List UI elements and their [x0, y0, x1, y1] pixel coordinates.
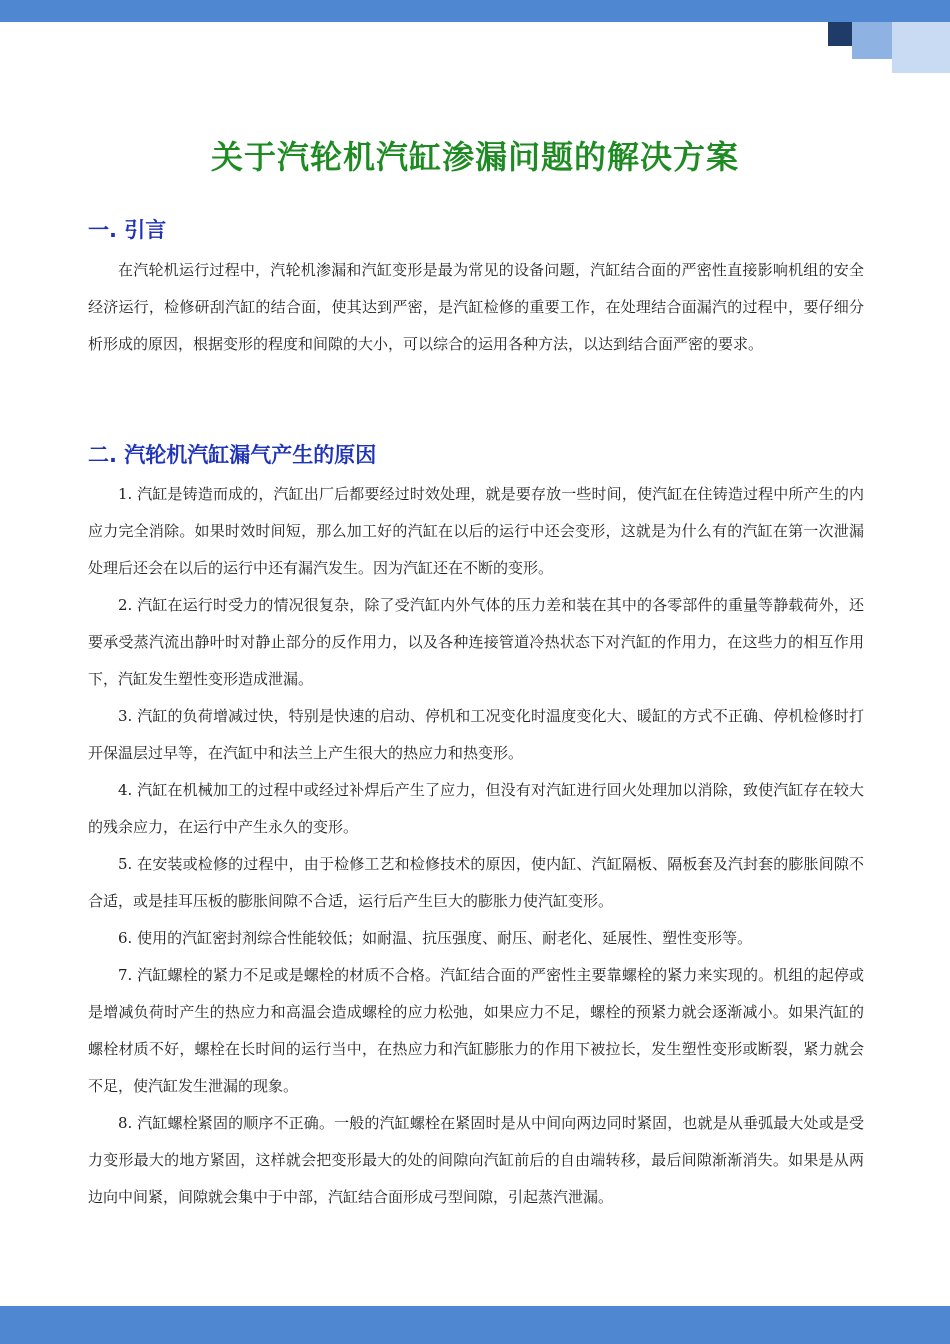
cause-paragraph-2: 2. 汽缸在运行时受力的情况很复杂，除了受汽缸内外气体的压力差和装在其中的各零部件的重量等静载荷外，还要承受蒸汽流出静叶时对静止部分的反作用力，以及各种连接管道冷热状态下对汽缸的作用力，在这些力的相互作用下，汽缸发生塑性变形造成泄漏。 [88, 596, 864, 688]
page-title: 关于汽轮机汽缸渗漏问题的解决方案 [210, 138, 739, 176]
causes-list [88, 476, 864, 1216]
section-heading-intro: 一. 引言 [88, 218, 167, 242]
cause-paragraph-5: 5. 在安装或检修的过程中，由于检修工艺和检修技术的原因，使内缸、汽缸隔板、隔板套及汽封套的膨胀间隙不合适，或是挂耳压板的膨胀间隙不合适，运行后产生巨大的膨胀力使汽缸变形。 [88, 855, 864, 910]
cause-paragraph-6: 6. 使用的汽缸密封剂综合性能较低；如耐温、抗压强度、耐压、耐老化、延展性、塑性变形等。 [118, 929, 753, 947]
corner-square-light [892, 22, 950, 73]
cause-paragraph-7: 7. 汽缸螺栓的紧力不足或是螺栓的材质不合格。汽缸结合面的严密性主要靠螺栓的紧力来实现的。机组的起停或是增减负荷时产生的热应力和高温会造成螺栓的应力松弛，如果应力不足，螺栓的预紧力就会逐渐减小。如果汽缸的螺栓材质不好，螺栓在长时间的运行当中，在热应力和汽缸膨胀力的作用下被拉长，发生塑性变形或断裂，紧力就会不足，使汽缸发生泄漏的现象。 [88, 966, 864, 1095]
cause-paragraph-4: 4. 汽缸在机械加工的过程中或经过补焊后产生了应力，但没有对汽缸进行回火处理加以消除，致使汽缸存在较大的残余应力，在运行中产生永久的变形。 [88, 781, 864, 836]
cause-paragraph-3: 3. 汽缸的负荷增减过快，特别是快速的启动、停机和工况变化时温度变化大、暖缸的方式不正确、停机检修时打开保温层过早等，在汽缸中和法兰上产生很大的热应力和热变形。 [88, 707, 864, 762]
top-header-bar [0, 0, 950, 22]
corner-square-mid [852, 22, 892, 59]
section-heading-causes: 二. 汽轮机汽缸漏气产生的原因 [88, 443, 377, 467]
cause-paragraph-8: 8. 汽缸螺栓紧固的顺序不正确。一般的汽缸螺栓在紧固时是从中间向两边同时紧固，也就是从垂弧最大处或是受力变形最大的地方紧固，这样就会把变形最大的处的间隙向汽缸前后的自由端转移，最后间隙渐渐消失。如果是从两边向中间紧，间隙就会集中于中部，汽缸结合面形成弓型间隙，引起蒸汽泄漏。 [88, 1114, 864, 1206]
cause-paragraph-1: 1. 汽缸是铸造而成的，汽缸出厂后都要经过时效处理，就是要存放一些时间，使汽缸在住铸造过程中所产生的内应力完全消除。如果时效时间短，那么加工好的汽缸在以后的运行中还会变形，这就是为什么有的汽缸在第一次泄漏处理后还会在以后的运行中还有漏汽发生。因为汽缸还在不断的变形。 [88, 485, 864, 577]
corner-square-dark [828, 22, 852, 46]
intro-paragraph: 在汽轮机运行过程中，汽轮机渗漏和汽缸变形是最为常见的设备问题，汽缸结合面的严密性直接影响机组的安全经济运行，检修研刮汽缸的结合面，使其达到严密，是汽缸检修的重要工作，在处理结合面漏汽的过程中，要仔细分析形成的原因，根据变形的程度和间隙的大小，可以综合的运用各种方法，以达到结合面严密的要求。 [88, 261, 864, 353]
bottom-footer-bar [0, 1306, 950, 1344]
